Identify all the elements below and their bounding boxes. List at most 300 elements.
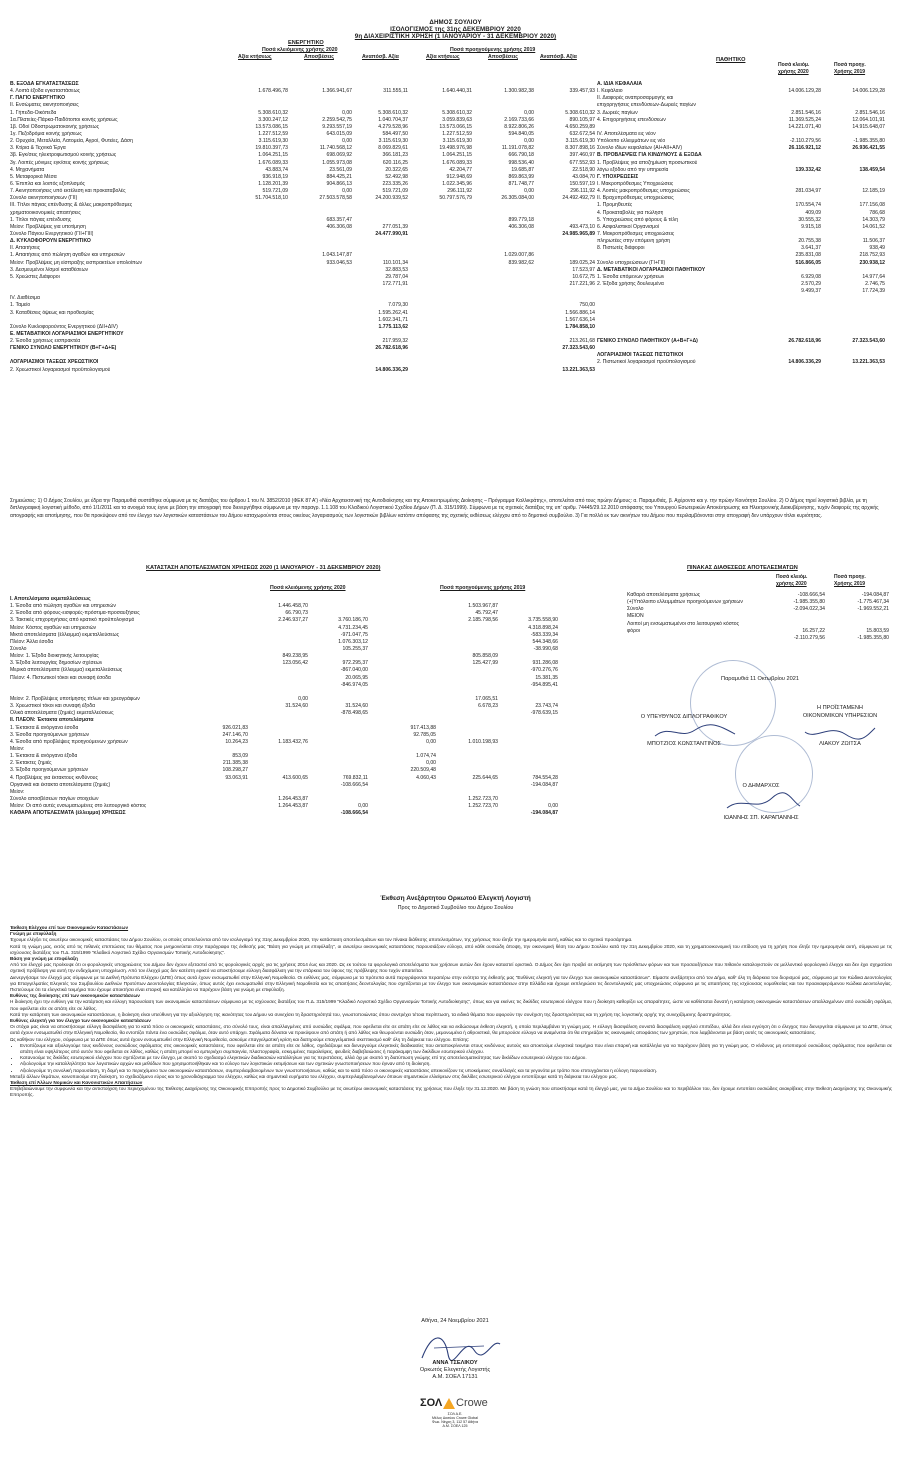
table-row [10,88,600,95]
row-label: ΚΑΘΑΡΑ ΑΠΟΤΕΛΕΣΜΑΤΑ (έλλειμμα) ΧΡΗΣΕΩΣ [10,810,126,817]
row-label: Ε. ΜΕΤΑΒΑΤΙΚΟΙ ΛΟΓΑΡΙΑΣΜΟΙ ΕΝΕΡΓΗΤΙΚΟΥ [10,330,124,337]
balance-sheet-title: ΙΣΟΛΟΓΙΣΜΟΣ της 31ης ΔΕΚΕΜΒΡΙΟΥ 2020 [390,26,521,33]
row-label: Σύνολο [627,606,644,613]
table-row [10,703,610,710]
row-value: 23.743,74 [535,703,558,710]
row-value: 14.806.336,29 [788,359,821,366]
fiscal-year-title: 9η ΔΙΑΧΕΙΡΙΣΤΙΚΗ ΧΡΗΣΗ (1 ΙΑΝΟΥΑΡΙΟΥ - 31 ΔΕΚΕΜΒΡΙΟΥ 2020) [354,33,557,40]
row-value: 213.261,68 [569,338,595,345]
table-row [597,288,892,295]
row-value: 643.015,09 [326,130,352,137]
row-value: 938,49 [869,245,885,252]
row-label: 1. Έκτακτα & ανόργανα έσοδα [10,724,79,731]
row-label: 7. Μακροπρόθεσμες υποχρεώσεις [597,230,675,237]
table-row [10,331,600,338]
table-row [10,260,600,267]
table-row [10,317,600,324]
table-row [10,617,610,624]
row-label: χρηματοοικονομικές απαιτήσεις [10,209,81,216]
row-label: ΜΕΙΟΝ [627,613,644,620]
row-value: 998.536,40 [508,159,534,166]
row-label: Μικτά αποτελέσματα (έλλειμμα) εκμεταλλεύσεως [10,631,120,638]
row-label: ΓΕΝΙΚΟ ΣΥΝΟΛΟ ΠΑΘΗΤΙΚΟΥ (Α+Β+Γ+Δ) [597,338,698,345]
row-value: 0,00 [342,109,352,116]
table-row [10,224,600,231]
row-label: 2. Ορυχεία, Μεταλλεία, Λατομεία, Αγροί, Φυτείες, Δάση [10,138,133,145]
row-value: 3.115.619,30 [258,138,288,145]
results-period-2020: Ποσά κλειόμενης χρήσης 2020 [270,585,346,591]
table-row [597,188,892,195]
dist-col1a: Ποσά κλειόμ. [776,574,808,580]
row-value: 13.573.086,15 [255,123,288,130]
row-value: 406.306,08 [326,223,352,230]
row-value: 220.509,48 [410,767,436,774]
row-value: 19.498.976,98 [439,145,472,152]
row-value: 8.069.829,61 [378,145,408,152]
dist-col1b: χρήσης 2020 [776,581,807,587]
table-row [10,145,600,152]
row-label: 3. Χρεωστικοί τόκοι και συναφή έξοδα [10,703,96,710]
row-value: 10.672,75 [572,273,595,280]
row-value: 12.064.101,91 [852,116,885,123]
row-label: Μείον: 1. Έξοδα διοικητικής λειτουργίας [10,653,99,660]
row-value: -38.990,68 [533,645,558,652]
row-value: -583.339,34 [530,631,558,638]
row-value: 17.724,39 [862,288,885,295]
row-value: 1.640.440,31 [442,88,472,95]
row-value: 2.746,75 [865,280,885,287]
row-value: 1.074,74 [416,753,436,760]
sol-logo-text: ΣΟΛ [420,1397,443,1409]
table-row [597,295,892,302]
row-value: 0,00 [524,109,534,116]
table-row [597,167,892,174]
sig2-name: ΛΙΑΚΟΥ ΖΩΙΤΣΑ [819,741,861,747]
table-row [10,238,600,245]
table-row [10,632,610,639]
row-value: 769.832,11 [342,774,368,781]
table-row [597,88,892,95]
row-label: 3. Καταθέσεις όψεως και προθεσμίας [10,309,94,316]
row-label: 4. Προβλέψεις για έκτακτους κινδύνους [10,774,98,781]
row-value: 2.570,29 [801,280,821,287]
table-row [10,231,600,238]
table-row [597,102,892,109]
row-value: 217.959,32 [382,338,408,345]
row-label: ΙΙ. Ενσώματες ακινητοποιήσεις [10,102,79,109]
row-value: 931.286,08 [532,660,558,667]
auditor-place-date: Αθήνα, 24 Νοεμβρίου 2021 [421,1318,489,1324]
row-value: 1.595.262,41 [378,309,408,316]
audit-h5: Ευθύνες ελεγκτή για τον έλεγχο των οικονομικών καταστάσεων [10,1018,151,1024]
row-value: 2.259.542,75 [322,116,352,123]
row-value: -2.110.279,56 [789,138,821,145]
row-value: 0,00 [342,138,352,145]
col-net-2019: Αναπόσβ. Αξία [540,54,577,60]
row-value: 9.915,18 [801,223,821,230]
row-value: 1.064.251,15 [442,152,472,159]
table-row [10,338,600,345]
row-value: -1.985.355,80 [793,599,825,606]
row-value: 683.357,47 [326,216,352,223]
row-value: -1.985.355,80 [853,138,885,145]
row-value: 138.459,54 [859,166,885,173]
table-row [10,760,610,767]
row-value: 14.303,79 [862,216,885,223]
results-title: ΚΑΤΑΣΤΑΣΗ ΑΠΟΤΕΛΕΣΜΑΤΩΝ ΧΡΗΣΕΩΣ 2020 (1 ΙΑΝΟΥΑΡΙΟΥ - 31 ΔΕΚΕΜΒΡΙΟΥ 2020) [146,565,381,571]
row-label: 1. Προμηθευτές [597,202,633,209]
row-label: 1. Έκτακτα & ανόργανα έξοδα [10,753,78,760]
row-value: -194.084,87 [530,781,558,788]
row-value: 3.115.619,30 [378,138,408,145]
row-value: 247.146,70 [222,731,248,738]
table-row [597,217,892,224]
row-value: 516.866,05 [795,259,821,266]
row-value: 170.554,74 [795,202,821,209]
row-value: 19.685,87 [511,166,534,173]
row-value: 24.200.939,52 [375,195,408,202]
row-label: 5. Μεταφορικά Μέσα [10,173,57,180]
auditor-title: Ορκωτός Ελεγκτής Λογιστής [419,1367,491,1373]
row-value: 1.446.458,70 [278,603,308,610]
table-row [10,739,610,746]
row-value: 189.025,24 [569,259,595,266]
sig1-name: ΜΠΟΤΖΙΟΣ ΚΩΝΣΤΑΝΤΙΝΟΣ [647,741,721,747]
table-row [10,639,610,646]
row-value: 839.982,62 [508,259,534,266]
row-label: Μείον: Προβλέψεις για υποτίμηση [10,223,86,230]
row-label: Σύνολο αποσβέσεων παγίων στοιχείων [10,795,99,802]
table-row [10,696,610,703]
row-value: 632.672,54 [569,130,595,137]
row-label: 2. Έξοδα χρήσης δουλευμένα [597,280,664,287]
row-label: επιχορηγήσεις επενδύσεων-Δωρεές παγίων [597,102,696,109]
row-label: Οργανικά και έκτακτα αποτελέσματα (ζημιές) [10,781,111,788]
audit-p2: Κατά τη γνώμη μας, εκτός από τις πιθανές επιπτώσεις του θέματος που μνημονεύεται στην παράγραφο της έκθεσής μας "Βάση για γνώμη με επιφύλαξη", οι ανωτέρω οικονομικές καταστάσεις παρουσιάζουν εύλογα, από κάθε ουσιώδη άποψη, την οικονομική θέση του Δήμου Σουλίου κατά την 31η Δεκεμβρίου 2020, και τη χρηματοοικονομική του επίδοση για τη χρήση που έληξε την ημερομηνία αυτή, σύμφωνα με τις ισχύουσες διατάξεις του Π.Δ. 315/1999 "Κλαδικό Λογιστικό Σχέδιο Οργανισμών Τοπικής Αυτοδιοίκησης". [10,943,892,955]
audit-p3: Από τον έλεγχό μας προέκυψε ότι οι φορολογικές υποχρεώσεις του Δήμου δεν έχουν εξεταστεί από τις φορολογικές αρχές για τις χρήσεις 2014 έως και 2020. Ως εκ τούτου τα φορολογικά αποτελέσματα των χρήσεων αυτών δεν έχουν καταστεί οριστικά. Ο Δήμος δεν έχει προβεί σε εκτίμηση των πρόσθετων φόρων και των προσαυξήσεων που πιθανόν καταλογιστούν σε μελλοντικό φορολογικό έλεγχο και δεν έχει σχηματίσει σχετική πρόβλεψη για αυτή την ενδεχόμενη υποχρέωση. Από τον έλεγχό μας δεν κατέστη εφικτό να αποκτήσουμε εύλογη διασφάλιση για την επάρκεια του ύψους της πρόβλεψης που τυχόν απαιτείται. [10,962,892,974]
row-value: 677.552,93 [569,159,595,166]
row-label: 4. Μηχανήματα [10,166,45,173]
row-label: 1. Προβλέψεις για αποζημίωση προσωπικού [597,159,698,166]
table-row [10,267,600,274]
row-value: -867.040,00 [340,667,368,674]
table-row [10,288,600,295]
table-row [10,746,610,753]
row-value: 0,00 [342,188,352,195]
row-value: 29.787,04 [385,273,408,280]
row-value: 225.644,65 [472,774,498,781]
row-label: ΙΙ. ΠΛΕΟΝ: Έκτακτα αποτελέσματα [10,717,94,724]
row-value: -970.276,76 [530,667,558,674]
row-value: 4.650.259,89 [565,123,595,130]
audit-p7: Οι στόχοι μας είναι να αποκτήσουμε εύλογη διασφάλιση για το κατά πόσο οι οικονομικές καταστάσεις, στο σύνολό τους, είναι απαλλαγμένες από ουσιώδες σφάλμα, που οφείλεται είτε σε απάτη είτε σε λάθος και να εκδώσουμε έκθεση ελεγκτή, η οποία περιλαμβάνει τη γνώμη μας. Η εύλογη διασφάλιση συνιστά διασφάλιση υψηλού επιπέδου, αλλά δεν είναι εγγύηση ότι ο έλεγχος που διενεργείται σύμφωνα με τα ΔΠΕ, όπως αυτά έχουν ενσωματωθεί στην Ελληνική Νομοθεσία, θα εντοπίζει πάντα ένα ουσιώδες σφάλμα, όταν αυτό υπάρχει. Σφάλματα δύναται να προκύψουν από απάτη ή από λάθος και θεωρούνται ουσιώδη όταν, μεμονωμένα ή αθροιστικά, θα μπορούσε εύλογα να αναμένεται ότι θα επηρεάζαν τις οικονομικές αποφάσεις των χρηστών, που λαμβάνονται με βάση αυτές τις οικονομικές καταστάσεις. [10,1024,892,1036]
audit-h4: Ευθύνες της διοίκησης επί των οικονομικών καταστάσεων [10,993,140,999]
row-value: 784.554,28 [532,774,558,781]
row-value: 493.473,10 [569,223,595,230]
table-row [10,167,600,174]
table-row [597,302,892,309]
row-value: 1.055.973,08 [322,159,352,166]
row-value: 4.060,43 [416,774,436,781]
table-row [10,302,600,309]
row-value: 42.204,77 [449,166,472,173]
results-period-2019: Ποσά προηγούμενης χρήσης 2019 [440,585,526,591]
row-value: 2.185.798,56 [468,617,498,624]
table-row [627,621,892,628]
dist-col2b: Χρήσης 2019 [834,581,866,587]
row-value: 150.597,19 [569,180,595,187]
row-value: 14.006.129,28 [852,88,885,95]
row-value: 66.790,73 [285,610,308,617]
table-row [10,281,600,288]
table-row [627,635,892,642]
row-label: Α. ΙΔΙΑ ΚΕΦΑΛΑΙΑ [597,81,643,87]
signature-1 [650,722,740,742]
row-label: 3. Τακτικές επιχορηγήσεις από κρατικό προϋπολογισμό [10,617,135,624]
audit-bullet-1: • Εντοπίζουμε και αξιολογούμε τους κινδύνους ουσιώδους σφάλματος στις οικονομικές καταστάσεις, που οφείλεται είτε σε απάτη είτε σε λάθος, σχεδιάζουμε και διενεργούμε ελεγκτικές διαδικασίες που ανταποκρίνονται στους κινδύνους αυτούς και αποκτούμε ελεγκτικά τεκμήρια που είναι επαρκή και κατάλληλα για να παρέχουν βάση για τη γνώμη μας. Ο κίνδυνος μη εντοπισμού ουσιώδους σφάλματος που οφείλεται σε απάτη είναι υψηλότερος από αυτόν που οφείλεται σε λάθος, καθώς η απάτη μπορεί να εμπεριέχει συμπαιγνία, πλαστογραφία, εσκεμμένες παραλείψεις, ψευδείς διαβεβαιώσεις ή παράκαμψη των δικλίδων εσωτερικού ελέγχου. [20,1043,892,1055]
row-value: 869.863,99 [508,173,534,180]
row-value: 0,00 [426,760,436,767]
table-row [597,195,892,202]
row-label: 3. Έξοδα λειτουργίας δημοσίων σχέσεων [10,660,103,667]
row-value: 11.369.525,24 [788,116,821,123]
row-value: 871.748,77 [508,180,534,187]
table-row [10,195,600,202]
row-value: 14.915.648,07 [852,123,885,130]
row-value: 14.806.336,29 [375,366,408,373]
table-row [10,717,610,724]
row-value: 218.752,93 [859,252,885,259]
row-label: 5. Χρεώστες Διάφοροι [10,273,60,280]
row-value: 223.335,26 [382,180,408,187]
row-label: 1γ. Πεζοδρόμια κοινής χρήσεως [10,130,82,137]
row-value: 26.782.618,96 [375,345,408,352]
row-label: 1β. Οδοί Οδοστρωματοκοινής χρήσεως [10,123,100,130]
row-value: 933.046,53 [326,259,352,266]
row-value: 26.305.084,00 [501,195,534,202]
row-label: 5. Υποχρεώσεις από φόρους & τέλη [597,216,679,223]
row-value: 217.221,96 [569,280,595,287]
row-value: 3.115.619,30 [442,138,472,145]
row-value: 4.318.898,24 [528,624,558,631]
row-value: 12.185,19 [862,188,885,195]
table-row [597,267,892,274]
row-label: 4. Προκαταβολές για πώληση [597,209,664,216]
table-row [10,117,600,124]
table-row [597,117,892,124]
audit-p10: Επιβεβαιώνουμε την συμφωνία και την αντιστοίχιση του περιεχομένου της Έκθεσης Διαχείρισης της Οικονομικής Επιτροπής προς το Δημοτικό Συμβούλιο με τις ανωτέρω οικονομικές καταστάσεις της χρήσεως που έληξε την 31.12.2020. Με βάση τη γνώση που αποκτήσαμε κατά τη έλεγχό μας, για το Δήμο Σουλίου και το περιβάλλον του, δεν έχουμε εντοπίσει ουσιώδεις ανακρίβειες στην Έκθεση Διαχείρισης της Οικονομικής Επιτροπής. [10,1086,892,1098]
row-value: 1.784.858,10 [565,323,595,330]
row-value: 0,00 [548,803,558,810]
row-value: 51.704.518,10 [255,195,288,202]
row-value: 52.492,98 [385,173,408,180]
row-label: 8. Πιστωτές διάφοροι [597,245,645,252]
row-value: 366.181,23 [382,152,408,159]
signature-2 [800,722,880,742]
row-value: 108.298,27 [222,767,248,774]
results-table [10,596,610,817]
row-label: 3. Κτίρια & Τεχνικά Έργα [10,145,66,152]
crowe-triangle-icon [443,1398,455,1409]
table-row [10,81,600,88]
table-row [597,145,892,152]
row-label: 7. Ακινητοποιήσεις υπό εκτέλεση και προκαταβολές [10,188,126,195]
table-row [10,660,610,667]
row-value: 177.156,08 [859,202,885,209]
row-label: 2. Έσοδα χρήσεως εισπρακτέα [10,338,81,345]
table-row [10,295,600,302]
row-value: 1.264.453,87 [278,803,308,810]
row-label: Μείον: [10,745,25,752]
row-value: 27.323.543,60 [852,338,885,345]
row-label: Μείον: 2. Προβλέψεις υποτίμησης τίτλων και χρεογράφων [10,695,140,702]
table-row [10,610,610,617]
row-label: Β. ΠΡΟΒΛΕΨΕΙΣ ΓΙΑ ΚΙΝΔΥΝΟΥΣ & ΕΞΟΔΑ [597,152,702,159]
assets-period-2020: Ποσά κλειόμενης χρήσης 2020 [262,47,338,53]
row-value: 1.183.432,76 [278,738,308,745]
liabilities-title: ΠΑΘΗΤΙΚΟ [716,57,746,63]
table-row [597,95,892,102]
auditor-name: ΑΝΝΑ ΤΣΕΛΙΚΟΥ [432,1360,478,1366]
table-row [10,124,600,131]
table-row [10,810,610,817]
table-row [10,131,600,138]
row-value: 1.676.089,33 [442,159,472,166]
row-value: 5.308.610,32 [565,109,595,116]
row-value: -1.969.552,21 [857,606,889,613]
row-value: -108.666,54 [797,592,825,598]
row-value: 1.252.723,70 [468,795,498,802]
row-value: 123.056,42 [282,660,308,667]
table-row [597,174,892,181]
row-label: 2. Πιστωτικοί λογαριασμοί προϋπολογισμού [597,359,696,366]
table-row [10,274,600,281]
row-label: ΙΙ. Διαφορές αναπροσαρμογής και [597,95,674,102]
table-row [597,359,892,366]
row-value: -194.084,87 [530,810,558,817]
table-row [597,224,892,231]
row-value: 972.295,37 [342,660,368,667]
row-value: 17.523,97 [572,266,595,273]
row-label: Υπόλοιπο ελλειμμάτων εις νέο [597,138,666,145]
row-value: 3.735.558,90 [528,617,558,624]
row-value: 26.936.421,55 [852,145,885,152]
row-label: 4. Λοιπές μακροπρόθεσμες υποχρεώσεις [597,188,690,195]
audit-h3: Βάση για γνώμη με επιφύλαξη [10,956,78,962]
row-value: 43.084,70 [572,173,595,180]
table-row [10,653,610,660]
row-value: 17.065,51 [475,695,498,702]
table-row [627,613,892,620]
table-row [10,210,600,217]
row-value: 1.227.512,59 [442,130,472,137]
table-row [597,252,892,259]
row-value: 413.600,65 [282,774,308,781]
row-value: 296.111,92 [570,188,595,195]
row-label: 1. Ταμείο [10,302,31,309]
row-value: 93.063,91 [225,774,248,781]
row-value: 409,09 [805,209,821,216]
table-row [627,628,892,635]
row-value: 1.503.967,87 [468,603,498,610]
row-value: 1.366.941,67 [322,88,352,95]
row-label: 3γ. Λοιπές μόνιμες εγκ/σεις κοινής χρήσεως [10,159,109,166]
audit-title: Έκθεση Ανεξάρτητου Ορκωτού Ελεγκτή Λογιστή [380,895,531,902]
row-value: 2.851.546,16 [791,109,821,116]
row-label: 6. Ασφαλιστικοί Οργανισμοί [597,223,660,230]
row-value: 339.457,93 [569,88,595,95]
firm-line-2: Μέλος Δικτύου Crowe Global [432,1416,478,1420]
row-value: 24.492.492,79 [562,195,595,202]
sig2-title1: Η ΠΡΟΪΣΤΑΜΕΝΗ [817,705,863,711]
row-label: Μείον: Οι από αυτές ενσωματωμένες στο λειτουργικό κόστος [10,803,147,810]
table-row [597,310,892,317]
row-value: 1.678.496,78 [258,88,288,95]
row-value: 105.255,37 [342,645,368,652]
row-value: 519.721,09 [382,188,408,195]
table-row [10,725,610,732]
row-value: 5.308.610,32 [442,109,472,116]
table-row [10,352,600,359]
row-label: Ι. Κεφάλαιο [597,88,623,95]
liab-col1a: Ποσά κλειόμ. [778,62,810,68]
row-label: Καθαρά αποτελέσματα χρήσεως [627,592,701,598]
row-value: 311.555,11 [383,88,408,95]
row-label: Γ. ΥΠΟΧΡΕΩΣΕΙΣ [597,173,639,180]
row-label: 4. Λοιπά έξοδα εγκαταστάσεως [10,88,81,95]
table-row [597,352,892,359]
table-row [10,775,610,782]
row-value: 890.105,97 [569,116,595,123]
row-label: ΙΙΙ. Τίτλοι πάγιας επένδυσης & άλλες μακροπρόθεσμες [10,202,133,209]
row-label: 3. Έξοδα προηγούμενων χρήσεων [10,767,89,774]
row-label: IV. Διαθέσιμα [10,295,40,302]
row-label: Ι. Αποτελέσματα εκμεταλλεύσεως [10,596,91,602]
row-value: 30.555,32 [798,216,821,223]
row-value: 594.840,05 [508,130,534,137]
row-label: 3. Δωρεές παγίων [597,109,638,116]
row-label: ΛΟΓΑΡΙΑΣΜΟΙ ΤΑΞΕΩΣ ΠΙΣΤΩΤΙΚΟΙ [597,352,684,359]
row-label: Σύνολο Κυκλοφορούντος Ενεργητικού (ΔΙΙ+ΔΙV) [10,323,118,330]
table-row [10,753,610,760]
row-value: 230.938,12 [859,259,885,266]
distribution-table [627,592,892,642]
row-value: -1.985.355,80 [857,634,889,641]
row-value: 1.264.453,87 [278,795,308,802]
row-value: 9.499,37 [801,288,821,295]
firm-line-4: Α.Μ. ΣΟΕΛ 125 [442,1424,468,1428]
row-label: Πλέον: Άλλα έσοδα [10,638,54,645]
row-value: 1.043.147,87 [322,252,352,259]
row-value: -108.666,54 [340,781,368,788]
row-value: 1.010.198,93 [468,738,498,745]
row-value: -2.094.022,34 [793,606,825,613]
row-value: 2.246.937,27 [278,617,308,624]
table-row [10,675,610,682]
row-value: 20.755,38 [798,238,821,245]
table-row [10,689,610,696]
liab-col2b: Χρήσης 2019 [834,69,866,75]
row-value: -2.110.279,56 [793,634,825,641]
table-row [10,174,600,181]
row-value: 3.059.839,63 [442,116,472,123]
row-value: 31.524,60 [285,703,308,710]
row-value: -1.775.467,34 [857,599,889,606]
row-label: 2. Έσοδα από φόρους-εισφορές-πρόστιμα-προσαυξήσεις [10,610,140,617]
row-label: 1. Έσοδα επόμενων χρήσεων [597,273,665,280]
row-value: 27.323.543,60 [562,345,595,352]
row-value: 1.252.723,70 [468,803,498,810]
